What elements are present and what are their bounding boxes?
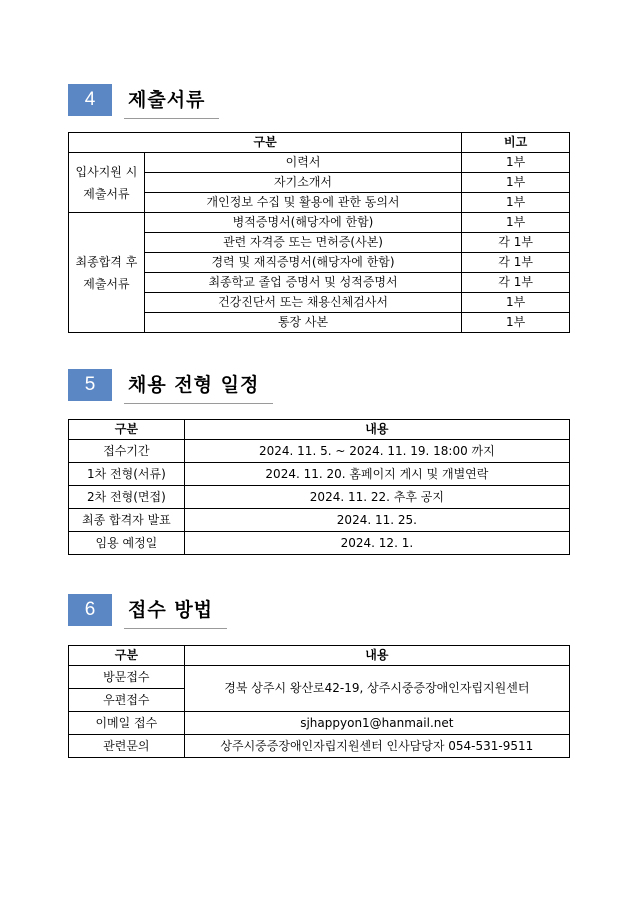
document-note: 1부 [462,213,570,233]
table-row [69,486,570,509]
method-label-email: 이메일 접수 [69,712,185,735]
schedule-content: 2024. 11. 25. [184,509,569,532]
document-note: 1부 [462,153,570,173]
table-row [69,233,570,253]
schedule-table [68,419,570,555]
table-row [69,735,570,758]
section-number-badge: 5 [68,369,112,401]
group-label-line: 최종합격 후 [75,254,138,269]
schedule-content: 2024. 11. 22. 추후 공지 [184,486,569,509]
table-row [69,293,570,313]
group-label-line: 입사지원 시 [75,164,138,179]
header-category: 구분 [69,133,462,153]
table-row [69,712,570,735]
email-address: sjhappyon1@hanmail.net [184,712,569,735]
header-content: 내용 [184,646,569,666]
table-row [69,253,570,273]
method-label-inquiry: 관련문의 [69,735,185,758]
schedule-content: 2024. 11. 5. ~ 2024. 11. 19. 18:00 까지 [184,440,569,463]
document-name: 개인정보 수집 및 활용에 관한 동의서 [144,193,461,213]
section-6-header [68,594,227,626]
section-title: 접수 방법 [128,594,227,626]
table-row [69,213,570,233]
group-label-line: 제출서류 [83,186,130,201]
section-title: 제출서류 [128,84,219,116]
address-text: 경북 상주시 왕산로42-19, 상주시중증장애인자립지원센터 [184,666,569,712]
document-name: 건강진단서 또는 채용신체검사서 [144,293,461,313]
document-name: 최종학교 졸업 증명서 및 성적증명서 [144,273,461,293]
submission-documents-table [68,132,570,333]
table-row [69,532,570,555]
section-title: 채용 전형 일정 [128,369,273,401]
document-note: 1부 [462,313,570,333]
method-label-visit: 방문접수 [69,666,185,689]
inquiry-contact: 상주시중증장애인자립지원센터 인사담당자 054-531-9511 [184,735,569,758]
schedule-label: 접수기간 [69,440,185,463]
table-row [69,440,570,463]
document-note: 1부 [462,173,570,193]
method-label-mail: 우편접수 [69,689,185,712]
schedule-label: 임용 예정일 [69,532,185,555]
schedule-label: 2차 전형(면접) [69,486,185,509]
document-note: 각 1부 [462,253,570,273]
application-method-table [68,645,570,758]
document-name: 자기소개서 [144,173,461,193]
document-name: 이력서 [144,153,461,173]
group-label-line: 제출서류 [83,276,130,291]
header-note: 비고 [462,133,570,153]
schedule-content: 2024. 12. 1. [184,532,569,555]
document-note: 각 1부 [462,233,570,253]
table-row [69,153,570,173]
group-label-final [69,213,145,333]
document-name: 통장 사본 [144,313,461,333]
table-header-row [69,133,570,153]
table-row [69,509,570,532]
document-note: 각 1부 [462,273,570,293]
table-row [69,173,570,193]
header-category: 구분 [69,420,185,440]
table-row [69,273,570,293]
schedule-content: 2024. 11. 20. 홈페이지 게시 및 개별연락 [184,463,569,486]
header-category: 구분 [69,646,185,666]
schedule-label: 최종 합격자 발표 [69,509,185,532]
section-number-badge: 6 [68,594,112,626]
table-row [69,463,570,486]
header-content: 내용 [184,420,569,440]
document-note: 1부 [462,293,570,313]
table-header-row [69,646,570,666]
section-number-badge: 4 [68,84,112,116]
table-row [69,313,570,333]
table-row [69,193,570,213]
group-label-application [69,153,145,213]
table-row [69,666,570,689]
schedule-label: 1차 전형(서류) [69,463,185,486]
document-name: 관련 자격증 또는 면허증(사본) [144,233,461,253]
table-header-row [69,420,570,440]
document-note: 1부 [462,193,570,213]
section-5-header [68,369,273,401]
document-name: 경력 및 재직증명서(해당자에 한함) [144,253,461,273]
document-name: 병적증명서(해당자에 한함) [144,213,461,233]
section-4-header [68,84,219,116]
